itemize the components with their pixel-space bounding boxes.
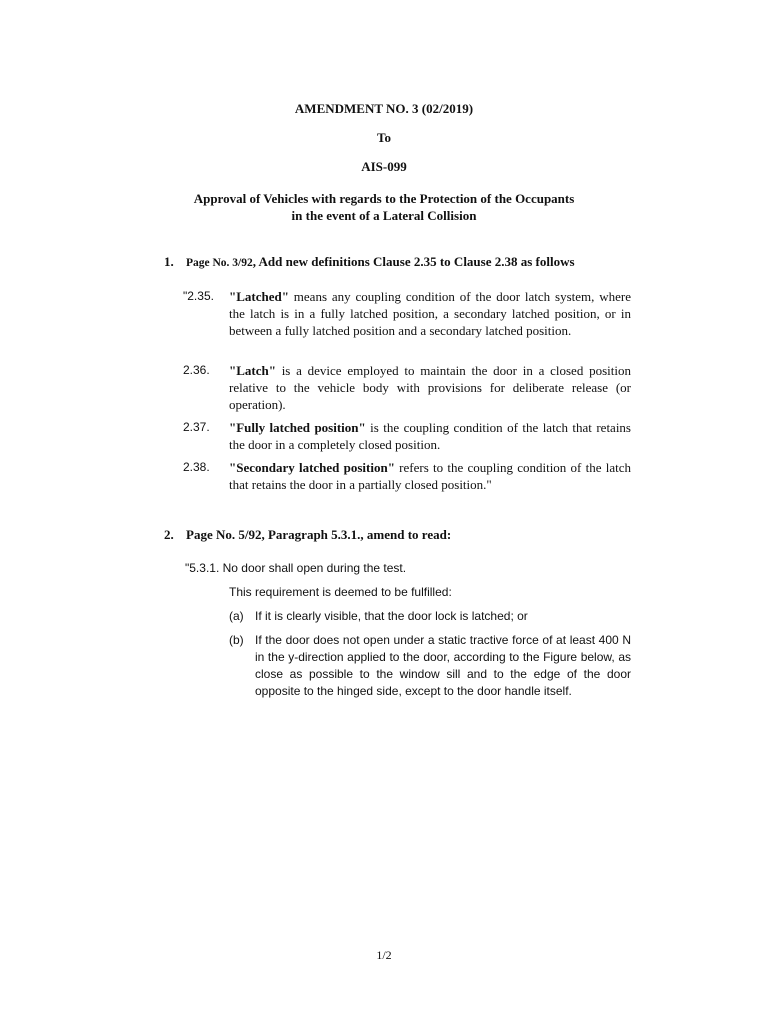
definition-2-37 <box>183 419 631 453</box>
section2-number: 2. <box>164 527 174 542</box>
definition-term: "Latch" <box>229 363 276 378</box>
condition-label: (b) <box>229 633 244 647</box>
requirement-statement: This requirement is deemed to be fulfilled: <box>229 585 452 599</box>
section2-heading <box>164 527 451 543</box>
document-title-line1: Approval of Vehicles with regards to the Protection of the Occupants <box>193 191 575 206</box>
condition-label: (a) <box>229 609 244 623</box>
definition-2-35 <box>183 288 631 339</box>
section1-heading <box>164 254 575 270</box>
clause-5-3-1: "5.3.1. No door shall open during the test. <box>185 561 407 575</box>
standard-number: AIS-099 <box>361 159 407 174</box>
definition-text: means any coupling condition of the door latch system, where the latch is in a fully latched position, a secondary latched position, or in between a fully latched position and a secondary latched position. <box>229 289 631 338</box>
definition-term: "Secondary latched position" <box>229 460 395 475</box>
section1-heading-text: , Add new definitions Clause 2.35 to Clause 2.38 as follows <box>252 254 575 269</box>
definition-text: is a device employed to maintain the door in a closed position relative to the vehicle body with provisions for deliberate release (or operation). <box>229 363 631 412</box>
definition-term: "Fully latched position" <box>229 420 366 435</box>
section2-heading-text: Page No. 5/92, Paragraph 5.3.1., amend to read: <box>186 527 452 542</box>
definition-number: 2.38. <box>183 460 210 474</box>
document-title-line2: in the event of a Lateral Collision <box>291 208 477 223</box>
definition-text: refers to the coupling condition of the latch that retains the door in a partially closed position." <box>229 460 632 492</box>
definition-2-38 <box>183 459 631 493</box>
to-line: To <box>377 130 391 145</box>
condition-text: If it is clearly visible, that the door lock is latched; or <box>255 609 528 623</box>
amendment-title: AMENDMENT NO. 3 (02/2019) <box>294 101 474 116</box>
section1-number: 1. <box>164 254 174 269</box>
section1-page-ref: Page No. 3/92 <box>186 257 253 269</box>
definition-number: 2.36. <box>183 363 210 377</box>
definition-term: "Latched" <box>229 289 289 304</box>
condition-b <box>229 632 631 700</box>
condition-text: If the door does not open under a static tractive force of at least 400 N in the y-direction applied to the door, according to the Figure below, as close as possible to the window sill and to the edge of the door opposite to the hinged side, except to the door handle itself. <box>255 633 631 698</box>
condition-a <box>229 608 631 625</box>
definition-number: "2.35. <box>183 289 214 303</box>
definition-number: 2.37. <box>183 420 210 434</box>
page-number: 1/2 <box>376 948 392 962</box>
definition-2-36 <box>183 362 631 413</box>
definition-text: is the coupling condition of the latch that retains the door in a completely closed position. <box>229 420 631 452</box>
